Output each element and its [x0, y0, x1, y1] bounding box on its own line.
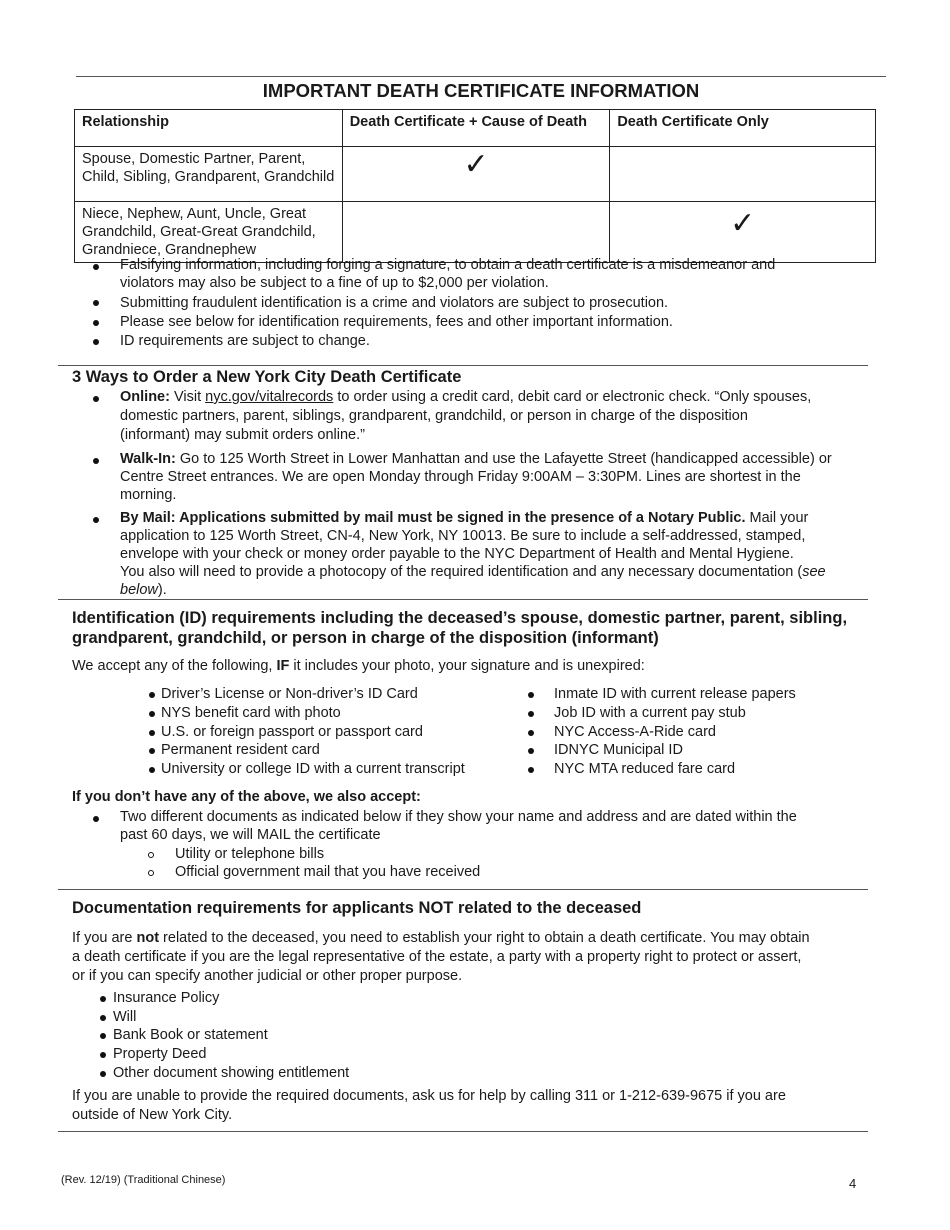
- bullet-icon: [528, 692, 534, 698]
- doc-item: Other document showing entitlement: [113, 1065, 350, 1081]
- warning-text: Submitting fraudulent identification is a crime and violators are subject to prosecution.: [120, 295, 669, 311]
- bullet-icon: [93, 300, 99, 306]
- section-divider: [58, 889, 868, 890]
- relationship-cell: Spouse, Domestic Partner, Parent, Child, Sibling, Grandparent, Grandchild: [75, 147, 343, 202]
- relationship-table: [74, 109, 876, 263]
- top-rule: [76, 76, 886, 77]
- mail-text: application to 125 Worth Street, CN-4, New York, NY 10013. Be sure to include a self-addressed, stamped,: [120, 528, 806, 544]
- bullet-icon: [149, 711, 155, 717]
- bullet-icon: [100, 1015, 106, 1021]
- id-item: NYC Access-A-Ride card: [554, 724, 716, 740]
- bullet-icon: [100, 1071, 106, 1077]
- alt-sub-item: Official government mail that you have received: [175, 864, 481, 880]
- section-divider: [58, 1131, 868, 1132]
- table-header: Relationship: [75, 110, 343, 147]
- id-item: Inmate ID with current release papers: [554, 686, 796, 702]
- bullet-icon: [100, 996, 106, 1002]
- bullet-icon: [149, 692, 155, 698]
- help-text: If you are unable to provide the required documents, ask us for help by calling 311 or 1-212-639-9675 if you are: [72, 1088, 786, 1104]
- bullet-icon: [93, 264, 99, 270]
- table-header-row: [75, 110, 876, 147]
- id-intro: We accept any of the following, IF it includes your photo, your signature and is unexpired:: [72, 658, 645, 674]
- cause-cell: [342, 202, 610, 263]
- online-text: domestic partners, parent, siblings, grandparent, grandchild, or person in charge of the disposition: [120, 408, 748, 424]
- mail-text: below).: [120, 582, 167, 598]
- bullet-icon: [100, 1033, 106, 1039]
- warning-text: ID requirements are subject to change.: [120, 333, 370, 349]
- bullet-icon: [528, 767, 534, 773]
- bullet-icon: [149, 748, 155, 754]
- table-row: [75, 202, 876, 263]
- mail-text: envelope with your check or money order payable to the NYC Department of Health and Mental Hygiene.: [120, 546, 794, 562]
- table-header: Death Certificate + Cause of Death: [342, 110, 610, 147]
- section-divider: [58, 365, 868, 366]
- docs-text: or if you can specify another judicial or other proper purpose.: [72, 968, 463, 984]
- warning-text: Please see below for identification requirements, fees and other important information.: [120, 314, 673, 330]
- help-text: outside of New York City.: [72, 1107, 233, 1123]
- doc-item: Bank Book or statement: [113, 1027, 268, 1043]
- id-item: Driver’s License or Non-driver’s ID Card: [161, 686, 418, 702]
- walkin-text: morning.: [120, 487, 177, 503]
- id-item: NYS benefit card with photo: [161, 705, 341, 721]
- bullet-icon: [93, 339, 99, 345]
- alt-heading: If you don’t have any of the above, we also accept:: [72, 789, 421, 805]
- bullet-icon: [528, 730, 534, 736]
- only-cell: [610, 202, 876, 263]
- mail-text: You also will need to provide a photocopy of the required identification and any necessary documentation (see: [120, 564, 826, 580]
- alt-text: Two different documents as indicated below if they show your name and address and are dated within the: [120, 809, 797, 825]
- bullet-icon: [149, 730, 155, 736]
- id-item: Permanent resident card: [161, 742, 320, 758]
- table-header: Death Certificate Only: [610, 110, 876, 147]
- docs-text: a death certificate if you are the legal representative of the estate, a party with a property right to protect or assert,: [72, 949, 802, 965]
- vitalrecords-link[interactable]: nyc.gov/vitalrecords: [205, 389, 334, 405]
- bullet-icon: [528, 748, 534, 754]
- id-item: U.S. or foreign passport or passport card: [161, 724, 423, 740]
- docs-heading: Documentation requirements for applicants NOT related to the deceased: [72, 899, 642, 917]
- id-item: Job ID with a current pay stub: [554, 705, 746, 721]
- id-item: University or college ID with a current transcript: [161, 761, 465, 777]
- id-item: IDNYC Municipal ID: [554, 742, 683, 758]
- docs-text: If you are not related to the deceased, you need to establish your right to obtain a death certificate. You may obtain: [72, 930, 810, 946]
- doc-item: Will: [113, 1009, 137, 1025]
- circle-bullet-icon: [148, 852, 154, 858]
- bullet-icon: [93, 517, 99, 523]
- cause-cell: [342, 147, 610, 202]
- circle-bullet-icon: [148, 870, 154, 876]
- page-number: 4: [849, 1176, 857, 1191]
- bullet-icon: [93, 458, 99, 464]
- walkin-line: Walk-In: Go to 125 Worth Street in Lower Manhattan and use the Lafayette Street (handicapped accessible) or: [120, 451, 832, 467]
- doc-item: Insurance Policy: [113, 990, 220, 1006]
- walkin-text: Centre Street entrances. We are open Monday through Friday 9:00AM – 3:30PM. Lines are shortest in the: [120, 469, 801, 485]
- check-icon: ✓: [463, 148, 489, 181]
- warning-text: violators may also be subject to a fine of up to $2,000 per violation.: [120, 275, 549, 291]
- bullet-icon: [149, 767, 155, 773]
- table-row: [75, 147, 876, 202]
- bullet-icon: [93, 396, 99, 402]
- doc-item: Property Deed: [113, 1046, 207, 1062]
- relationship-cell: Niece, Nephew, Aunt, Uncle, Great Grandchild, Great-Great Grandchild, Grandniece, Grandnephew: [75, 202, 343, 263]
- section-divider: [58, 599, 868, 600]
- bullet-icon: [93, 816, 99, 822]
- page-title: IMPORTANT DEATH CERTIFICATE INFORMATION: [262, 80, 700, 101]
- alt-sub-item: Utility or telephone bills: [175, 846, 325, 862]
- check-icon: ✓: [730, 207, 756, 240]
- online-text: (informant) may submit orders online.”: [120, 427, 365, 443]
- alt-text: past 60 days, we will MAIL the certificate: [120, 827, 381, 843]
- bullet-icon: [93, 320, 99, 326]
- id-heading: grandparent, grandchild, or person in charge of the disposition (informant): [72, 629, 659, 647]
- warning-text: Falsifying information, including forging a signature, to obtain a death certificate is a misdemeanor and: [120, 257, 776, 273]
- revision-note: (Rev. 12/19) (Traditional Chinese): [61, 1174, 226, 1186]
- only-cell: [610, 147, 876, 202]
- id-heading: Identification (ID) requirements including the deceased’s spouse, domestic partner, parent, sibling,: [72, 609, 848, 627]
- bullet-icon: [100, 1052, 106, 1058]
- bullet-icon: [528, 711, 534, 717]
- mail-line: By Mail: Applications submitted by mail must be signed in the presence of a Notary Public. Mail your: [120, 510, 809, 526]
- online-line: Online: Visit nyc.gov/vitalrecords to order using a credit card, debit card or electronic check. “Only spouses,: [120, 389, 812, 405]
- order-heading: 3 Ways to Order a New York City Death Certificate: [72, 368, 462, 386]
- id-item: NYC MTA reduced fare card: [554, 761, 736, 777]
